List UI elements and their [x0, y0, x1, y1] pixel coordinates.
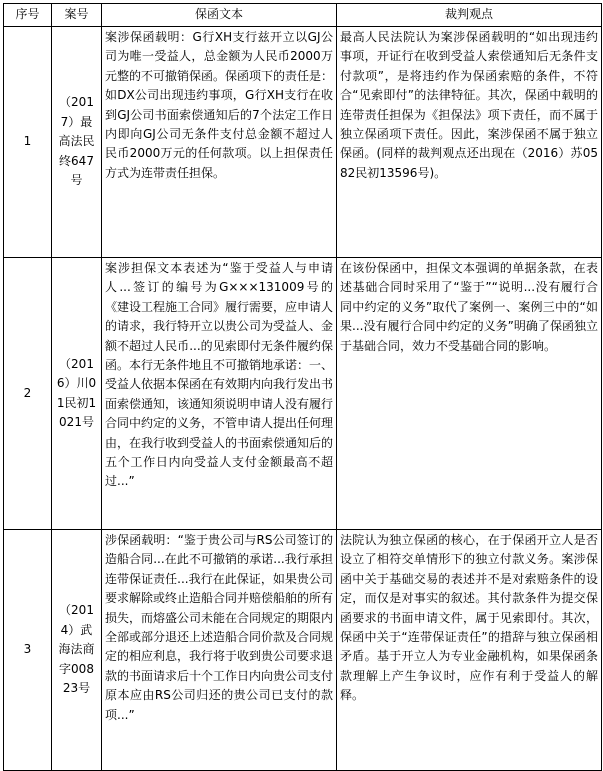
guarantee-text: 案涉担保文本表述为“鉴于受益人与申请人...签订的编号为G×××131009号的《建设工程施工合同》履行需要，应申请人的请求，我行特开立以贵公司为受益人、金额不超过人民币...的见索即付无条件履约保函。本行无条件地且不可撤销地承诺：一、受益人依据本保函在有效期内向我行发出书面索偿通知，该通知须说明申请人没有履行合同中约定的义务，不管申请人提出任何理由，在我行收到受益人的书面索偿通知后的五个工作日内向受益人支付金额最高不超过...”: [102, 258, 337, 530]
judgment-view: 最高人民法院认为案涉保函载明的“如出现违约事项，开证行在收到受益人索偿通知后无条件支付款项”，是将违约作为保函索赔的条件，不符合“见索即付”的法律特征。其次，保函中载明的连带责任担保为《担保法》项下责任，而不属于独立保函项下责任。因此，案涉保函不属于独立保函。(同样的裁判观点还出现在（2016）苏0582民初13596号)。: [337, 27, 602, 258]
header-no: 序号: [4, 4, 52, 27]
case-number: （2017）最高法民终647号: [52, 27, 102, 258]
case-comparison-table: [3, 3, 602, 771]
table-row: [4, 530, 602, 771]
row-no: 2: [4, 258, 52, 530]
header-judgment-view: 裁判观点: [337, 4, 602, 27]
case-number: （2016）川01民初1021号: [52, 258, 102, 530]
table-header-row: [4, 4, 602, 27]
guarantee-text: 案涉保函载明：G行XH支行兹开立以GJ公司为唯一受益人，总金额为人民币2000万元整的不可撤销保函。保函项下的责任是：如DX公司出现违约事项，G行XH支行在收到GJ公司书面索偿通知后的7个法定工作日内即向GJ公司无条件支付总金额不超过人民币2000万元的任何款项。以上担保责任方式为连带责任担保。: [102, 27, 337, 258]
guarantee-text: 涉保函载明：“鉴于贵公司与RS公司签订的造船合同...在此不可撤销的承诺...我行承担连带保证责任...我行在此保证，如果贵公司要求解除或终止造船合同并赔偿船舶的所有损失，而熔盛公司未能在合同规定的期限内全部或部分退还上述造船合同价款及合同规定的相应利息，我行将于收到贵公司要求退款的书面请求后十个工作日内向贵公司支付原本应由RS公司归还的贵公司已支付的款项...”: [102, 530, 337, 771]
row-no: 1: [4, 27, 52, 258]
table-row: [4, 258, 602, 530]
judgment-view: 在该份保函中，担保文本强调的单据条款，在表述基础合同时采用了“鉴于”“说明...没有履行合同中约定的义务”取代了案例一、案例三中的“如果...没有履行合同中约定的义务”明确了保函独立于基础合同，效力不受基础合同的影响。: [337, 258, 602, 530]
header-case-number: 案号: [52, 4, 102, 27]
header-guarantee-text: 保函文本: [102, 4, 337, 27]
table-row: [4, 27, 602, 258]
judgment-view: 法院认为独立保函的核心，在于保函开立人是否设立了相符交单情形下的独立付款义务。案涉保函中关于基础交易的表述并不是对索赔条件的设定，而仅是对事实的叙述。其付款条件为提交保函要求的书面申请文件，属于见索即付。其次，保函中关于“连带保证责任”的措辞与独立保函相矛盾。基于开立人为专业金融机构，如果保函条款理解上产生争议时，应作有利于受益人的解释。: [337, 530, 602, 771]
case-number: （2014）武海法商字00823号: [52, 530, 102, 771]
row-no: 3: [4, 530, 52, 771]
